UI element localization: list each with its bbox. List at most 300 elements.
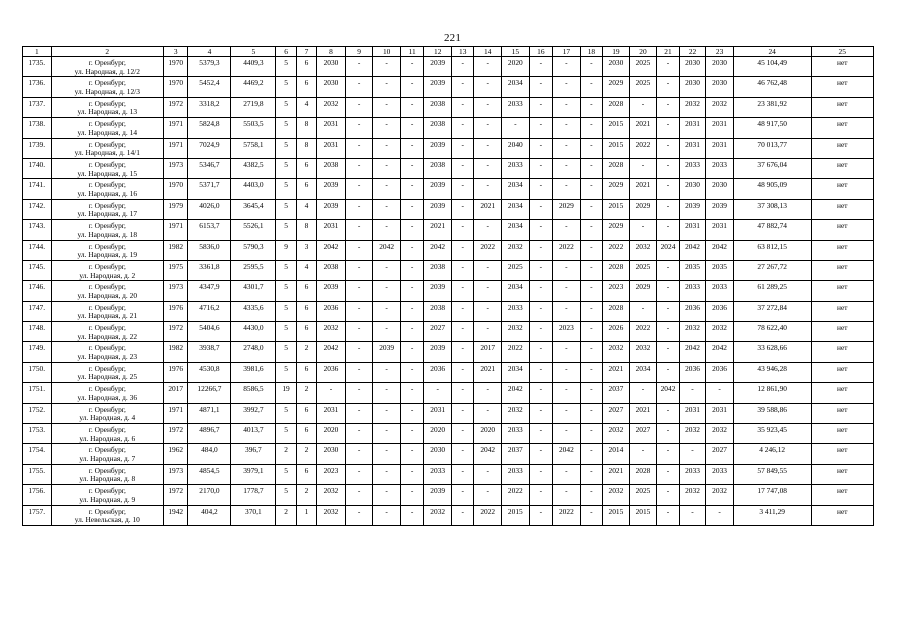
col-20-cell: 2021 xyxy=(629,179,657,199)
col-14-cell: - xyxy=(474,485,502,505)
table-row xyxy=(23,77,874,97)
cost-cell: 43 946,28 xyxy=(733,362,811,382)
col-13-cell: - xyxy=(451,464,473,484)
col-16-cell: - xyxy=(529,403,552,423)
col-15-cell: 2025 xyxy=(502,260,530,280)
col-10-cell: - xyxy=(373,383,401,403)
col-23-cell: 2033 xyxy=(706,281,734,301)
col-8-cell: 2023 xyxy=(317,464,346,484)
col-15-cell: 2034 xyxy=(502,77,530,97)
col-18-cell: - xyxy=(580,362,602,382)
col-15-cell: 2022 xyxy=(502,342,530,362)
row-number-cell: 1747. xyxy=(23,301,52,321)
col-16-cell: - xyxy=(529,260,552,280)
col-14-cell: - xyxy=(474,281,502,301)
address-street: ул. Народная, д. 18 xyxy=(77,229,138,239)
col-17-cell: - xyxy=(553,301,581,321)
address-city: г. Оренбург, xyxy=(88,98,126,108)
col-16-cell: - xyxy=(529,220,552,240)
living-area-cell: 4469,2 xyxy=(231,77,276,97)
table-row xyxy=(23,138,874,158)
entrances-cell: 6 xyxy=(296,281,316,301)
col-21-cell: - xyxy=(657,444,679,464)
col-9-cell: - xyxy=(345,281,373,301)
col-18-cell: - xyxy=(580,301,602,321)
col-18-cell: - xyxy=(580,424,602,444)
col-15-cell: 2022 xyxy=(502,485,530,505)
cost-cell: 78 622,40 xyxy=(733,322,811,342)
col-11-cell: - xyxy=(400,424,423,444)
floors-cell: 5 xyxy=(276,362,296,382)
col-17-cell: 2029 xyxy=(553,199,581,219)
col-16-cell: - xyxy=(529,281,552,301)
flag-cell: нет xyxy=(811,260,874,280)
col-13-cell: - xyxy=(451,57,473,77)
col-10-cell: - xyxy=(373,158,401,178)
col-23-cell: 2032 xyxy=(706,322,734,342)
col-15-cell: 2033 xyxy=(502,464,530,484)
address-cell xyxy=(51,138,163,158)
cost-cell: 45 104,49 xyxy=(733,57,811,77)
col-15-cell: 2034 xyxy=(502,362,530,382)
col-11-cell: - xyxy=(400,485,423,505)
address-cell xyxy=(51,97,163,117)
col-10-cell: - xyxy=(373,362,401,382)
col-20-cell: 2015 xyxy=(629,505,657,525)
col-23-cell: - xyxy=(706,383,734,403)
col-20-cell: - xyxy=(629,301,657,321)
column-header-3: 3 xyxy=(163,47,188,57)
total-area-cell: 4896,7 xyxy=(188,424,231,444)
col-9-cell: - xyxy=(345,322,373,342)
floors-cell: 5 xyxy=(276,138,296,158)
col-11-cell: - xyxy=(400,342,423,362)
cost-cell: 61 289,25 xyxy=(733,281,811,301)
col-9-cell: - xyxy=(345,403,373,423)
col-15-cell: 2033 xyxy=(502,301,530,321)
address-street: ул. Народная, д. 6 xyxy=(79,433,136,443)
col-16-cell: - xyxy=(529,240,552,260)
col-18-cell: - xyxy=(580,342,602,362)
living-area-cell: 2748,0 xyxy=(231,342,276,362)
year-built-cell: 1970 xyxy=(163,77,188,97)
col-14-cell: 2021 xyxy=(474,362,502,382)
col-9-cell: - xyxy=(345,505,373,525)
flag-cell: нет xyxy=(811,362,874,382)
year-built-cell: 1971 xyxy=(163,220,188,240)
column-header-14: 14 xyxy=(474,47,502,57)
living-area-cell: 5758,1 xyxy=(231,138,276,158)
col-18-cell: - xyxy=(580,57,602,77)
col-23-cell: 2032 xyxy=(706,424,734,444)
col-16-cell: - xyxy=(529,362,552,382)
address-street: ул. Народная, д. 12/3 xyxy=(74,86,140,96)
address-cell xyxy=(51,179,163,199)
col-23-cell: 2033 xyxy=(706,158,734,178)
col-23-cell: 2039 xyxy=(706,199,734,219)
row-number-cell: 1750. xyxy=(23,362,52,382)
col-22-cell: 2032 xyxy=(679,424,706,444)
row-number-cell: 1748. xyxy=(23,322,52,342)
row-number-cell: 1745. xyxy=(23,260,52,280)
col-21-cell: - xyxy=(657,485,679,505)
floors-cell: 5 xyxy=(276,220,296,240)
col-11-cell: - xyxy=(400,444,423,464)
col-11-cell: - xyxy=(400,403,423,423)
address-street: ул. Народная, д. 4 xyxy=(79,413,136,423)
col-12-cell: 2038 xyxy=(424,118,452,138)
column-header-8: 8 xyxy=(317,47,346,57)
col-12-cell: 2039 xyxy=(424,281,452,301)
col-16-cell: - xyxy=(529,158,552,178)
year-built-cell: 1942 xyxy=(163,505,188,525)
entrances-cell: 6 xyxy=(296,464,316,484)
col-8-cell: 2030 xyxy=(317,444,346,464)
col-22-cell: 2036 xyxy=(679,362,706,382)
col-20-cell: - xyxy=(629,444,657,464)
col-14-cell: - xyxy=(474,403,502,423)
floors-cell: 5 xyxy=(276,77,296,97)
col-23-cell: 2031 xyxy=(706,118,734,138)
col-9-cell: - xyxy=(345,118,373,138)
col-9-cell: - xyxy=(345,301,373,321)
floors-cell: 5 xyxy=(276,322,296,342)
col-15-cell: 2032 xyxy=(502,322,530,342)
address-city: г. Оренбург, xyxy=(88,486,126,496)
address-street: ул. Народная, д. 7 xyxy=(79,454,136,464)
column-header-17: 17 xyxy=(553,47,581,57)
col-12-cell: 2039 xyxy=(424,57,452,77)
row-number-cell: 1740. xyxy=(23,158,52,178)
entrances-cell: 6 xyxy=(296,322,316,342)
col-9-cell: - xyxy=(345,199,373,219)
col-21-cell: - xyxy=(657,199,679,219)
col-14-cell: - xyxy=(474,179,502,199)
address-street: ул. Народная, д. 36 xyxy=(77,392,138,402)
living-area-cell: 5790,3 xyxy=(231,240,276,260)
address-cell xyxy=(51,342,163,362)
living-area-cell: 1778,7 xyxy=(231,485,276,505)
col-20-cell: 2025 xyxy=(629,57,657,77)
col-18-cell: - xyxy=(580,281,602,301)
year-built-cell: 1962 xyxy=(163,444,188,464)
col-22-cell: - xyxy=(679,383,706,403)
col-16-cell: - xyxy=(529,138,552,158)
address-street: ул. Народная, д. 8 xyxy=(79,474,136,484)
address-cell xyxy=(51,403,163,423)
cost-cell: 23 381,92 xyxy=(733,97,811,117)
address-street: ул. Невельская, д. 10 xyxy=(74,515,140,525)
cost-cell: 57 849,55 xyxy=(733,464,811,484)
col-8-cell: 2036 xyxy=(317,301,346,321)
total-area-cell: 5346,7 xyxy=(188,158,231,178)
col-20-cell: 2032 xyxy=(629,342,657,362)
col-20-cell: 2029 xyxy=(629,281,657,301)
cost-cell: 70 013,77 xyxy=(733,138,811,158)
col-22-cell: 2039 xyxy=(679,199,706,219)
total-area-cell: 4871,1 xyxy=(188,403,231,423)
col-11-cell: - xyxy=(400,505,423,525)
col-12-cell: 2032 xyxy=(424,505,452,525)
col-8-cell: 2039 xyxy=(317,281,346,301)
floors-cell: 5 xyxy=(276,485,296,505)
col-13-cell: - xyxy=(451,444,473,464)
row-number-cell: 1742. xyxy=(23,199,52,219)
address-street: ул. Народная, д. 19 xyxy=(77,250,138,260)
total-area-cell: 5824,8 xyxy=(188,118,231,138)
col-13-cell: - xyxy=(451,505,473,525)
entrances-cell: 6 xyxy=(296,57,316,77)
living-area-cell: 2719,8 xyxy=(231,97,276,117)
col-11-cell: - xyxy=(400,97,423,117)
col-13-cell: - xyxy=(451,199,473,219)
flag-cell: нет xyxy=(811,301,874,321)
col-18-cell: - xyxy=(580,464,602,484)
address-cell xyxy=(51,322,163,342)
year-built-cell: 1972 xyxy=(163,485,188,505)
address-cell xyxy=(51,362,163,382)
col-15-cell: 2033 xyxy=(502,158,530,178)
flag-cell: нет xyxy=(811,138,874,158)
col-19-cell: 2014 xyxy=(603,444,630,464)
col-21-cell: - xyxy=(657,322,679,342)
flag-cell: нет xyxy=(811,383,874,403)
entrances-cell: 3 xyxy=(296,240,316,260)
flag-cell: нет xyxy=(811,97,874,117)
col-23-cell: 2033 xyxy=(706,464,734,484)
row-number-cell: 1749. xyxy=(23,342,52,362)
col-23-cell: 2031 xyxy=(706,138,734,158)
cost-cell: 37 676,04 xyxy=(733,158,811,178)
entrances-cell: 8 xyxy=(296,138,316,158)
housing-registry-table xyxy=(22,46,874,526)
col-21-cell: - xyxy=(657,118,679,138)
col-16-cell: - xyxy=(529,383,552,403)
col-8-cell: 2042 xyxy=(317,240,346,260)
col-22-cell: - xyxy=(679,444,706,464)
row-number-cell: 1738. xyxy=(23,118,52,138)
col-23-cell: 2032 xyxy=(706,97,734,117)
column-header-21: 21 xyxy=(657,47,679,57)
col-13-cell: - xyxy=(451,118,473,138)
col-10-cell: - xyxy=(373,57,401,77)
address-cell xyxy=(51,301,163,321)
col-14-cell: - xyxy=(474,97,502,117)
floors-cell: 5 xyxy=(276,199,296,219)
col-15-cell: 2033 xyxy=(502,97,530,117)
col-23-cell: 2042 xyxy=(706,342,734,362)
col-11-cell: - xyxy=(400,281,423,301)
col-9-cell: - xyxy=(345,57,373,77)
col-16-cell: - xyxy=(529,199,552,219)
address-street: ул. Народная, д. 21 xyxy=(77,311,138,321)
column-header-12: 12 xyxy=(424,47,452,57)
col-18-cell: - xyxy=(580,240,602,260)
address-street: ул. Народная, д. 16 xyxy=(77,188,138,198)
col-11-cell: - xyxy=(400,118,423,138)
address-city: г. Оренбург, xyxy=(88,465,126,475)
col-19-cell: 2027 xyxy=(603,403,630,423)
col-11-cell: - xyxy=(400,220,423,240)
entrances-cell: 8 xyxy=(296,118,316,138)
col-8-cell: 2038 xyxy=(317,158,346,178)
col-8-cell: 2042 xyxy=(317,342,346,362)
col-12-cell: 2021 xyxy=(424,220,452,240)
floors-cell: 5 xyxy=(276,118,296,138)
cost-cell: 33 628,66 xyxy=(733,342,811,362)
address-city: г. Оренбург, xyxy=(88,282,126,292)
col-21-cell: - xyxy=(657,260,679,280)
col-23-cell: 2030 xyxy=(706,57,734,77)
col-23-cell: 2042 xyxy=(706,240,734,260)
table-row xyxy=(23,322,874,342)
living-area-cell: 3979,1 xyxy=(231,464,276,484)
col-18-cell: - xyxy=(580,179,602,199)
col-17-cell: 2022 xyxy=(553,240,581,260)
row-number-cell: 1755. xyxy=(23,464,52,484)
address-cell xyxy=(51,260,163,280)
col-19-cell: 2015 xyxy=(603,505,630,525)
column-header-22: 22 xyxy=(679,47,706,57)
row-number-cell: 1751. xyxy=(23,383,52,403)
floors-cell: 5 xyxy=(276,281,296,301)
floors-cell: 5 xyxy=(276,424,296,444)
col-10-cell: - xyxy=(373,322,401,342)
col-20-cell: 2025 xyxy=(629,485,657,505)
table-row xyxy=(23,383,874,403)
cost-cell: 27 267,72 xyxy=(733,260,811,280)
total-area-cell: 4530,8 xyxy=(188,362,231,382)
col-20-cell: 2028 xyxy=(629,464,657,484)
flag-cell: нет xyxy=(811,199,874,219)
col-12-cell: 2033 xyxy=(424,464,452,484)
col-8-cell: 2030 xyxy=(317,57,346,77)
col-19-cell: 2026 xyxy=(603,322,630,342)
total-area-cell: 5404,6 xyxy=(188,322,231,342)
col-23-cell: - xyxy=(706,505,734,525)
col-21-cell: - xyxy=(657,179,679,199)
col-19-cell: 2037 xyxy=(603,383,630,403)
col-23-cell: 2031 xyxy=(706,220,734,240)
col-19-cell: 2028 xyxy=(603,158,630,178)
address-city: г. Оренбург, xyxy=(88,363,126,373)
year-built-cell: 1971 xyxy=(163,403,188,423)
col-12-cell: 2020 xyxy=(424,424,452,444)
living-area-cell: 5503,5 xyxy=(231,118,276,138)
col-11-cell: - xyxy=(400,57,423,77)
col-12-cell: 2030 xyxy=(424,444,452,464)
cost-cell: 63 812,15 xyxy=(733,240,811,260)
col-9-cell: - xyxy=(345,179,373,199)
col-8-cell: 2030 xyxy=(317,77,346,97)
year-built-cell: 1971 xyxy=(163,118,188,138)
column-header-2: 2 xyxy=(51,47,163,57)
flag-cell: нет xyxy=(811,464,874,484)
row-number-cell: 1757. xyxy=(23,505,52,525)
table-row xyxy=(23,342,874,362)
row-number-cell: 1741. xyxy=(23,179,52,199)
table-row xyxy=(23,362,874,382)
col-20-cell: 2025 xyxy=(629,77,657,97)
address-street: ул. Народная, д. 9 xyxy=(79,494,136,504)
col-13-cell: - xyxy=(451,97,473,117)
column-header-16: 16 xyxy=(529,47,552,57)
col-16-cell: - xyxy=(529,118,552,138)
floors-cell: 5 xyxy=(276,301,296,321)
total-area-cell: 7024,9 xyxy=(188,138,231,158)
table-row xyxy=(23,505,874,525)
total-area-cell: 3938,7 xyxy=(188,342,231,362)
entrances-cell: 6 xyxy=(296,301,316,321)
total-area-cell: 12266,7 xyxy=(188,383,231,403)
col-11-cell: - xyxy=(400,362,423,382)
col-21-cell: - xyxy=(657,138,679,158)
entrances-cell: 2 xyxy=(296,485,316,505)
col-20-cell: - xyxy=(629,97,657,117)
flag-cell: нет xyxy=(811,342,874,362)
living-area-cell: 8586,5 xyxy=(231,383,276,403)
col-10-cell: - xyxy=(373,281,401,301)
entrances-cell: 2 xyxy=(296,383,316,403)
col-11-cell: - xyxy=(400,179,423,199)
cost-cell: 48 917,50 xyxy=(733,118,811,138)
total-area-cell: 5371,7 xyxy=(188,179,231,199)
total-area-cell: 4026,0 xyxy=(188,199,231,219)
col-23-cell: 2027 xyxy=(706,444,734,464)
col-8-cell: 2031 xyxy=(317,118,346,138)
entrances-cell: 2 xyxy=(296,444,316,464)
cost-cell: 3 411,29 xyxy=(733,505,811,525)
year-built-cell: 1972 xyxy=(163,322,188,342)
col-17-cell: - xyxy=(553,281,581,301)
col-19-cell: 2028 xyxy=(603,97,630,117)
year-built-cell: 1972 xyxy=(163,97,188,117)
col-14-cell: - xyxy=(474,138,502,158)
col-8-cell: 2039 xyxy=(317,199,346,219)
col-21-cell: - xyxy=(657,97,679,117)
living-area-cell: 3645,4 xyxy=(231,199,276,219)
entrances-cell: 6 xyxy=(296,403,316,423)
col-16-cell: - xyxy=(529,424,552,444)
address-city: г. Оренбург, xyxy=(88,425,126,435)
col-21-cell: - xyxy=(657,342,679,362)
col-21-cell: - xyxy=(657,77,679,97)
col-14-cell: - xyxy=(474,57,502,77)
year-built-cell: 1973 xyxy=(163,464,188,484)
col-17-cell: - xyxy=(553,77,581,97)
col-16-cell: - xyxy=(529,179,552,199)
col-20-cell: 2034 xyxy=(629,362,657,382)
col-12-cell: 2039 xyxy=(424,138,452,158)
col-15-cell: 2042 xyxy=(502,383,530,403)
col-12-cell: 2031 xyxy=(424,403,452,423)
column-header-15: 15 xyxy=(502,47,530,57)
address-city: г. Оренбург, xyxy=(88,180,126,190)
living-area-cell: 370,1 xyxy=(231,505,276,525)
cost-cell: 37 272,84 xyxy=(733,301,811,321)
col-21-cell: - xyxy=(657,57,679,77)
address-city: г. Оренбург, xyxy=(88,221,126,231)
col-23-cell: 2035 xyxy=(706,260,734,280)
address-cell xyxy=(51,118,163,138)
col-14-cell: - xyxy=(474,383,502,403)
living-area-cell: 4409,3 xyxy=(231,57,276,77)
year-built-cell: 1970 xyxy=(163,179,188,199)
col-12-cell: 2036 xyxy=(424,362,452,382)
col-14-cell: - xyxy=(474,77,502,97)
col-23-cell: 2032 xyxy=(706,485,734,505)
col-19-cell: 2015 xyxy=(603,118,630,138)
